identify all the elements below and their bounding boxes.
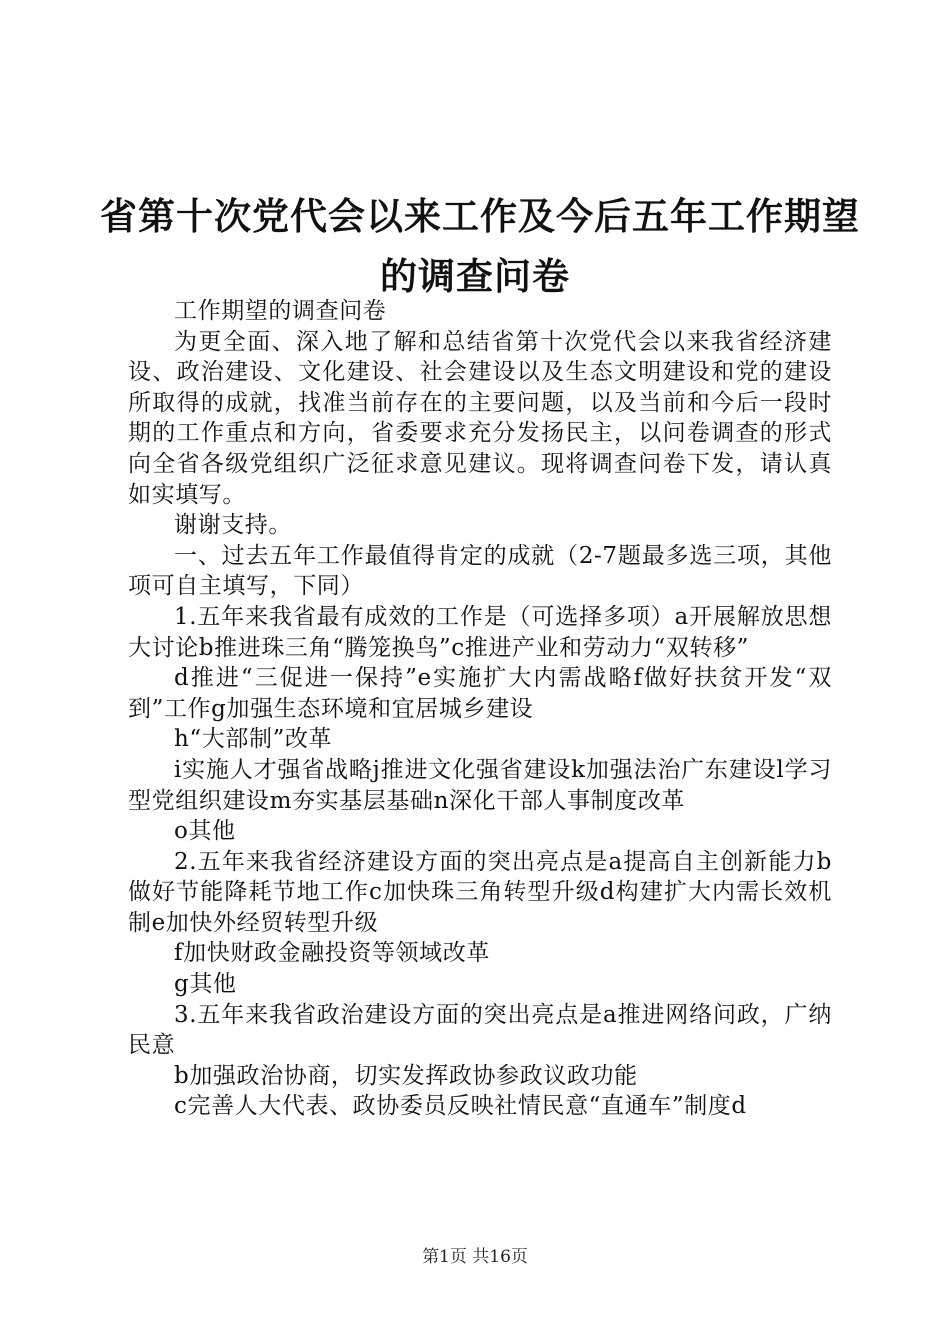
body-paragraph: d推进“三促进一保持”e实施扩大内需战略f做好扶贫开发“双到”工作g加强生态环境和宜居城乡建设 <box>128 665 832 722</box>
document-body <box>128 296 832 1122</box>
body-paragraph: i实施人才强省战略j推进文化强省建设k加强法治广东建设l学习型党组织建设m夯实基层基础n深化干部人事制度改革 <box>128 756 832 814</box>
body-paragraph: 1.五年来我省最有成效的工作是（可选择多项）a开展解放思想大讨论b推进珠三角“腾笼换鸟”c推进产业和劳动力“双转移” <box>128 603 832 661</box>
body-paragraph: f加快财政金融投资等领域改革 <box>174 940 490 967</box>
body-paragraph: o其他 <box>174 818 236 845</box>
body-paragraph: h“大部制”改革 <box>174 726 333 753</box>
document-title-line2: 的调查问卷 <box>380 255 570 298</box>
body-paragraph: 3.五年来我省政治建设方面的突出亮点是a推进网络问政，广纳民意 <box>128 1001 832 1059</box>
body-paragraph: 一、过去五年工作最值得肯定的成就（2-7题最多选三项，其他项可自主填写，下同） <box>128 542 832 600</box>
page-number-footer: 第1页 共16页 <box>422 1247 528 1267</box>
body-paragraph: 谢谢支持。 <box>174 512 292 539</box>
body-paragraph: 工作期望的调查问卷 <box>174 298 387 324</box>
body-paragraph: c完善人大代表、政协委员反映社情民意“直通车”制度d <box>174 1093 747 1120</box>
body-paragraph: 为更全面、深入地了解和总结省第十次党代会以来我省经济建设、政治建设、文化建设、社会建设以及生态文明建设和党的建设所取得的成就，找准当前存在的主要问题，以及当前和今后一段时期的工作重点和方向，省委要求充分发扬民主，以问卷调查的形式向全省各级党组织广泛征求意见建议。现将调查问卷下发，请认真如实填写。 <box>128 328 832 508</box>
body-paragraph: b加强政治协商，切实发挥政协参政议政功能 <box>174 1062 638 1089</box>
document-title-line1: 省第十次党代会以来工作及今后五年工作期望 <box>100 195 860 238</box>
body-paragraph: 2.五年来我省经济建设方面的突出亮点是a提高自主创新能力b做好节能降耗节地工作c加快珠三角转型升级d构建扩大内需长效机制e加快外经贸转型升级 <box>128 848 832 936</box>
body-paragraph: g其他 <box>174 971 237 998</box>
